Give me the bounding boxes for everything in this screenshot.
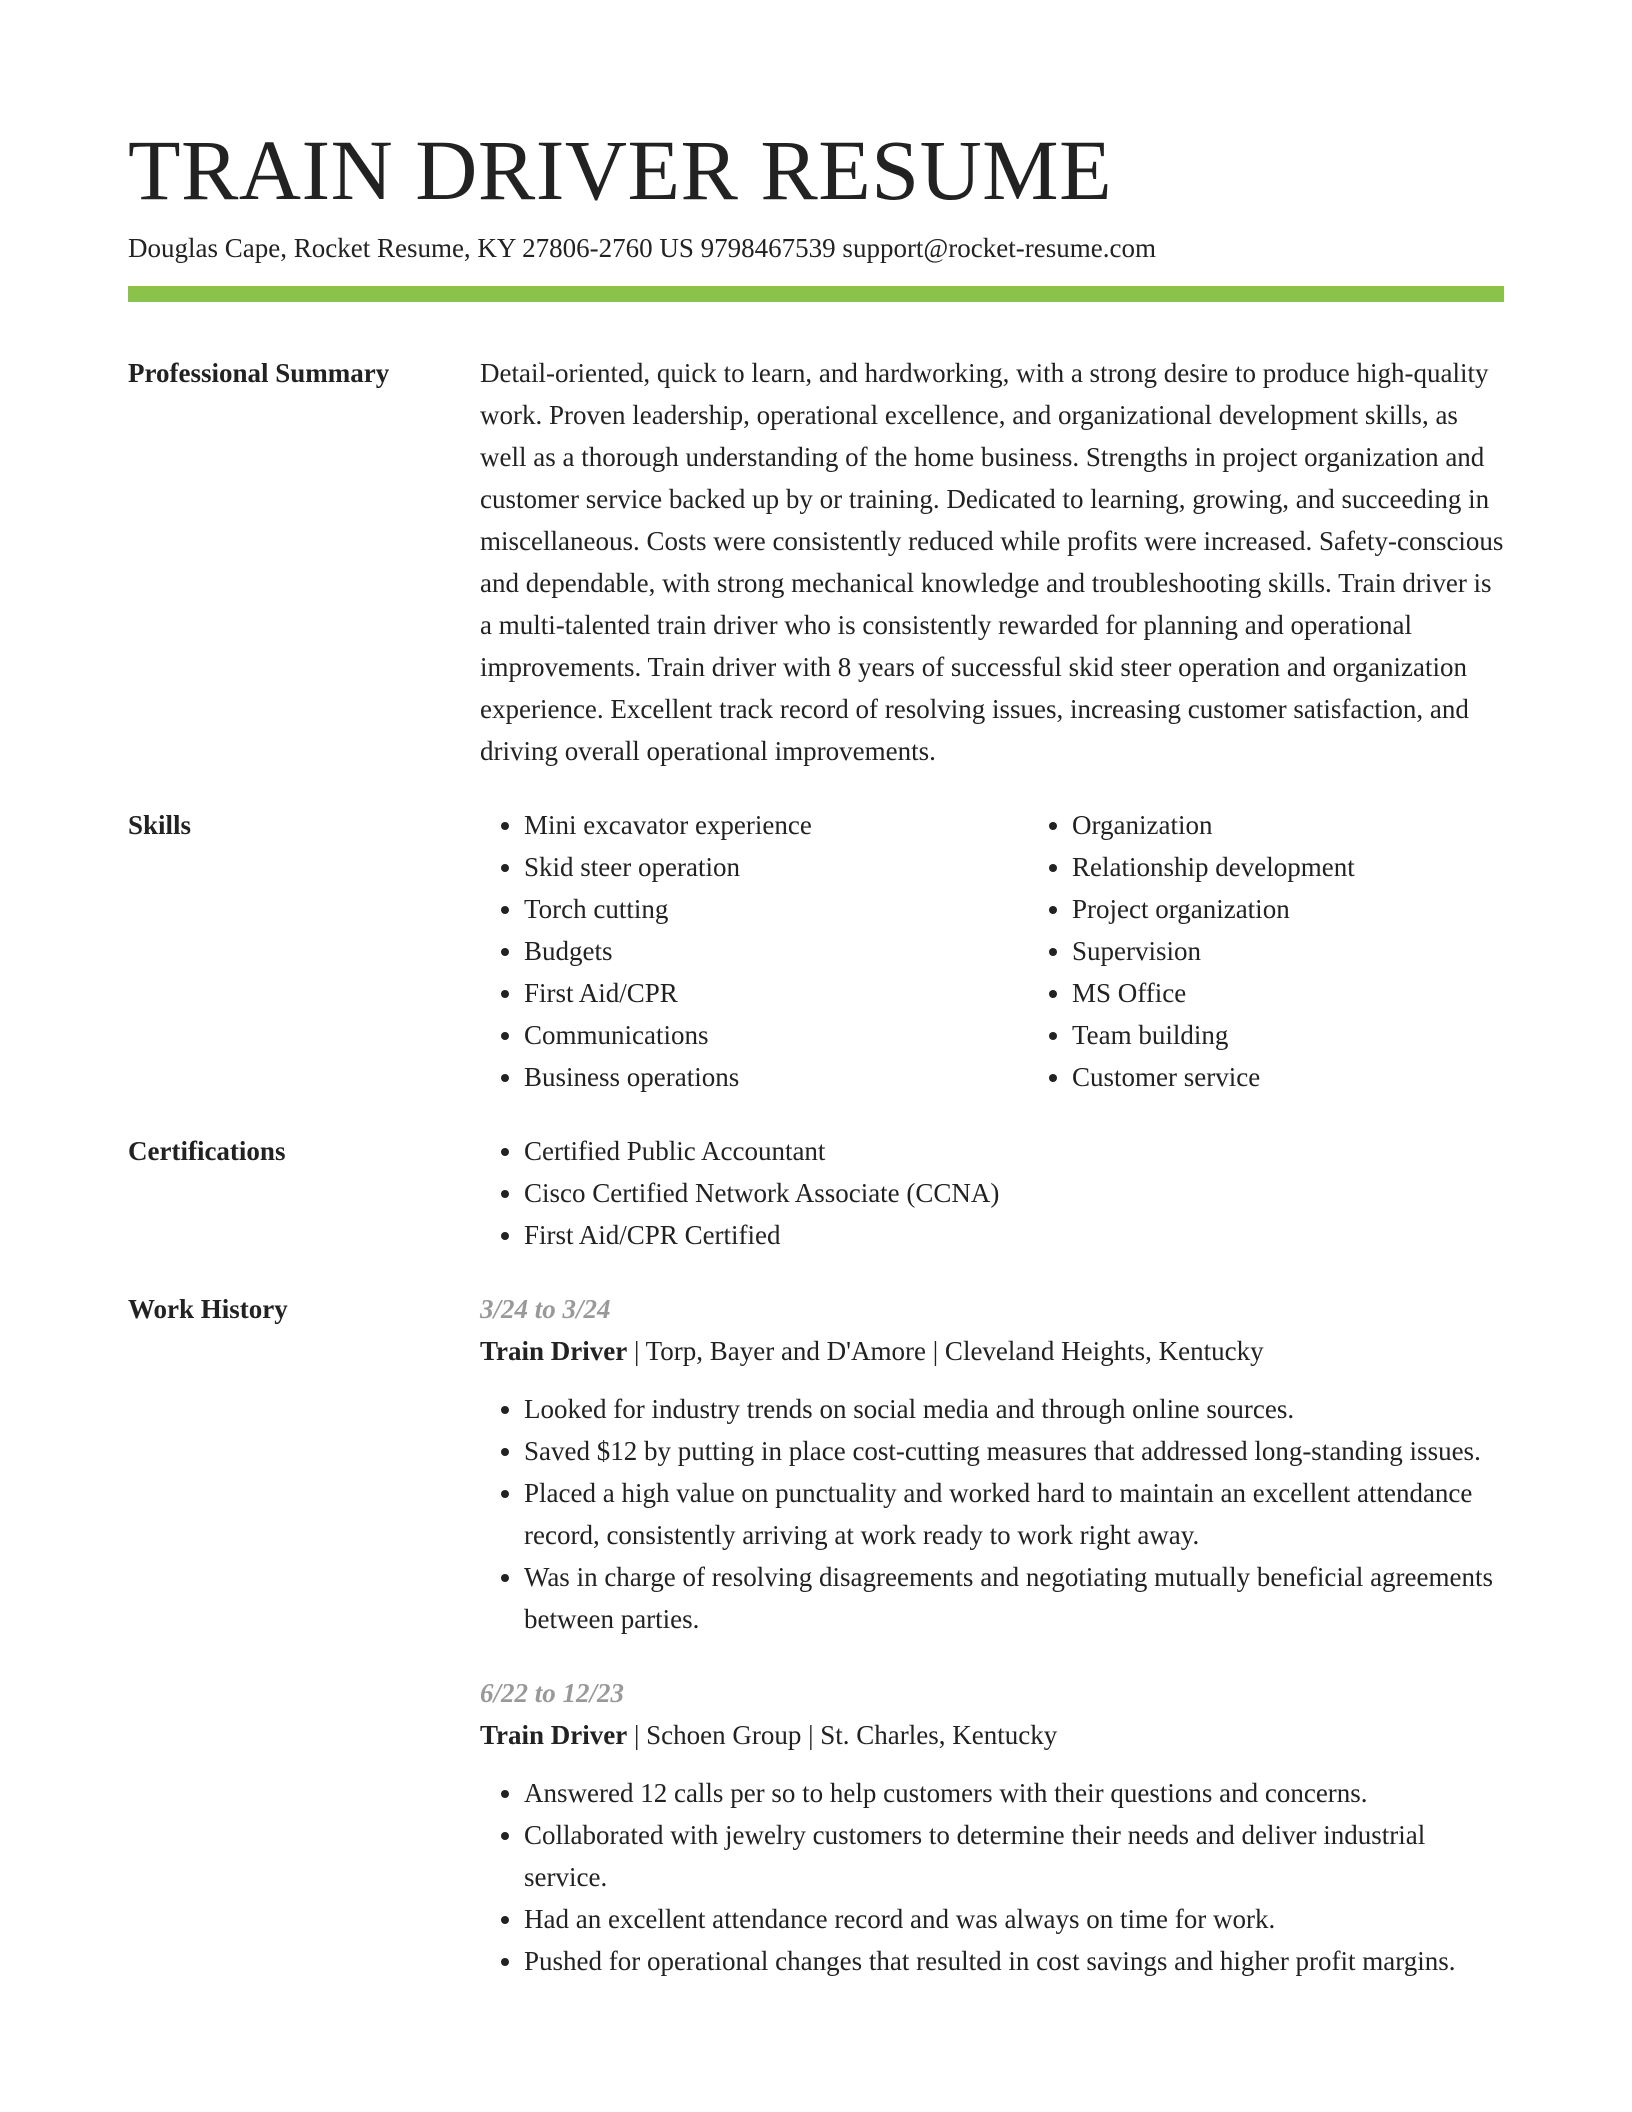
skill-item: • Business operations bbox=[524, 1056, 1028, 1098]
job-duty: • Collaborated with jewelry customers to determine their needs and deliver industrial service. bbox=[524, 1814, 1504, 1898]
skill-item: • Skid steer operation bbox=[524, 846, 1028, 888]
accent-divider bbox=[128, 286, 1504, 302]
job-title: Train Driver bbox=[480, 1720, 628, 1750]
summary-label: Professional Summary bbox=[128, 358, 390, 388]
job-employer: | Schoen Group | St. Charles, Kentucky bbox=[627, 1720, 1058, 1750]
skills-list-right bbox=[1028, 804, 1576, 1098]
skill-item: • MS Office bbox=[1072, 972, 1576, 1014]
job-date: 3/24 to 3/24 bbox=[480, 1294, 611, 1324]
skills-label: Skills bbox=[128, 810, 192, 840]
job-employer: | Torp, Bayer and D'Amore | Cleveland Heights, Kentucky bbox=[627, 1336, 1264, 1366]
work-history-section bbox=[128, 1288, 1504, 1982]
certifications-label: Certifications bbox=[128, 1136, 286, 1166]
skill-item: • First Aid/CPR bbox=[524, 972, 1028, 1014]
certification-item: • Cisco Certified Network Associate (CCNA) bbox=[524, 1172, 1504, 1214]
skill-item: • Mini excavator experience bbox=[524, 804, 1028, 846]
skills-section bbox=[128, 804, 1504, 1098]
skill-item: • Team building bbox=[1072, 1014, 1576, 1056]
summary-text: Detail-oriented, quick to learn, and hardworking, with a strong desire to produce high-quality work. Proven leadership, operational excellence, and organizational development skills, as well as a thorough understanding of the home business. Strengths in project organization and customer service backed up by or training. Dedicated to learning, growing, and succeeding in miscellaneous. Costs were consistently reduced while profits were increased. Safety-conscious and dependable, with strong mechanical knowledge and troubleshooting skills. Train driver is a multi-talented train driver who is consistently rewarded for planning and operational improvements. Train driver with 8 years of successful skid steer operation and organization experience. Excellent track record of resolving issues, increasing customer satisfaction, and driving overall operational improvements. bbox=[480, 358, 1504, 766]
job-duties-list bbox=[480, 1388, 1504, 1640]
certifications-list bbox=[480, 1130, 1504, 1256]
job-heading bbox=[480, 1330, 1504, 1372]
skill-item: • Organization bbox=[1072, 804, 1576, 846]
skill-item: • Customer service bbox=[1072, 1056, 1576, 1098]
contact-line: Douglas Cape, Rocket Resume, KY 27806-2760 US 9798467539 support@rocket-resume.com bbox=[128, 233, 1156, 263]
summary-section bbox=[128, 352, 1504, 772]
skill-item: • Budgets bbox=[524, 930, 1028, 972]
job-entry bbox=[480, 1288, 1504, 1640]
job-duties-list bbox=[480, 1772, 1504, 1982]
job-title: Train Driver bbox=[480, 1336, 628, 1366]
job-duty: • Pushed for operational changes that resulted in cost savings and higher profit margins. bbox=[524, 1940, 1504, 1982]
job-duty: • Answered 12 calls per so to help customers with their questions and concerns. bbox=[524, 1772, 1504, 1814]
page-title: TRAIN DRIVER RESUME bbox=[128, 122, 1113, 218]
job-duty: • Placed a high value on punctuality and worked hard to maintain an excellent attendance record, consistently arriving at work ready to work right away. bbox=[524, 1472, 1504, 1556]
job-duty: • Had an excellent attendance record and was always on time for work. bbox=[524, 1898, 1504, 1940]
job-date: 6/22 to 12/23 bbox=[480, 1678, 625, 1708]
skill-item: • Project organization bbox=[1072, 888, 1576, 930]
certification-item: • First Aid/CPR Certified bbox=[524, 1214, 1504, 1256]
skill-item: • Communications bbox=[524, 1014, 1028, 1056]
skill-item: • Torch cutting bbox=[524, 888, 1028, 930]
job-duty: • Looked for industry trends on social media and through online sources. bbox=[524, 1388, 1504, 1430]
resume-page bbox=[128, 120, 1504, 1982]
certification-item: • Certified Public Accountant bbox=[524, 1130, 1504, 1172]
certifications-section bbox=[128, 1130, 1504, 1256]
work-history-label: Work History bbox=[128, 1294, 288, 1324]
skill-item: • Supervision bbox=[1072, 930, 1576, 972]
skills-list-left bbox=[480, 804, 1028, 1098]
job-entry bbox=[480, 1672, 1504, 1982]
job-duty: • Saved $12 by putting in place cost-cutting measures that addressed long-standing issues. bbox=[524, 1430, 1504, 1472]
skill-item: • Relationship development bbox=[1072, 846, 1576, 888]
job-duty: • Was in charge of resolving disagreements and negotiating mutually beneficial agreements between parties. bbox=[524, 1556, 1504, 1640]
job-heading bbox=[480, 1714, 1504, 1756]
